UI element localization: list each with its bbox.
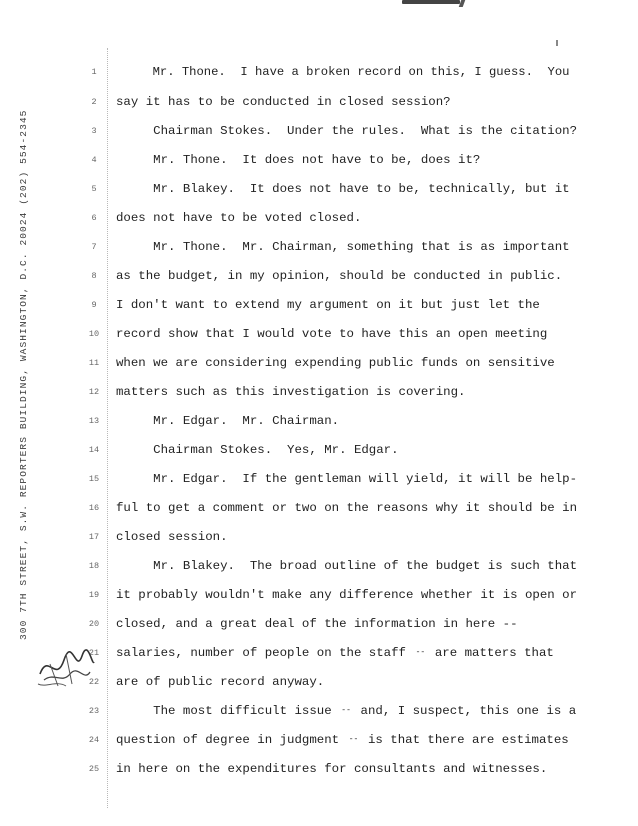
transcript-line: Mr. Thone. Mr. Chairman, something that is as important (116, 240, 570, 254)
handwritten-signature-icon (36, 644, 98, 690)
transcript-line: closed session. (116, 530, 228, 544)
line-text-after: is that there are estimates (360, 733, 569, 747)
line-number: 16 (88, 503, 100, 513)
line-text-after: and, I suspect, this one is a (353, 704, 577, 718)
transcript-line: when we are considering expending public funds on sensitive (116, 356, 555, 370)
reporter-imprint-text: 300 7TH STREET, S.W. REPORTERS BUILDING, WASHINGTON, D.C. 20024 (202) 554-2345 (18, 109, 29, 640)
handwritten-dash-mark: -- (341, 706, 351, 716)
transcript-line: matters such as this investigation is covering. (116, 385, 466, 399)
transcript-line: Mr. Blakey. The broad outline of the budget is such that (116, 559, 578, 573)
margin-rule (107, 48, 108, 808)
line-number: 2 (91, 97, 97, 107)
line-number: 24 (88, 735, 100, 745)
transcript-line: Mr. Thone. I have a broken record on this, I guess. You (116, 65, 570, 79)
transcript-line: as the budget, in my opinion, should be conducted in public. (116, 269, 563, 283)
line-number: 6 (91, 213, 97, 223)
stray-ink-dot (556, 40, 558, 46)
line-text-after: are matters that (427, 646, 554, 660)
transcript-line: record show that I would vote to have this an open meeting (116, 327, 548, 341)
line-number: 4 (91, 155, 97, 165)
line-text-before: question of degree in judgment (116, 733, 347, 747)
transcript-line: Mr. Thone. It does not have to be, does it? (116, 153, 481, 167)
line-number: 14 (88, 445, 100, 455)
transcript-line: does not have to be voted closed. (116, 211, 362, 225)
line-number: 25 (88, 764, 100, 774)
transcript-line: I don't want to extend my argument on it but just let the (116, 298, 540, 312)
line-text-before: The most difficult issue (116, 704, 340, 718)
transcript-line: Chairman Stokes. Under the rules. What is the citation? (116, 124, 578, 138)
line-number: 8 (91, 271, 97, 281)
line-number: 20 (88, 619, 100, 629)
top-ink-mark-tail (459, 0, 466, 7)
line-number: 21 (88, 648, 100, 658)
line-number: 9 (91, 300, 97, 310)
handwritten-dash-mark: -- (348, 735, 359, 745)
reporter-imprint (18, 0, 29, 640)
line-number: 19 (88, 590, 100, 600)
line-number: 22 (88, 677, 100, 687)
transcript-line: Chairman Stokes. Yes, Mr. Edgar. (116, 443, 399, 457)
transcript-line: in here on the expenditures for consultants and witnesses. (116, 762, 548, 776)
transcript-line (116, 732, 616, 748)
transcript-line: Mr. Edgar. If the gentleman will yield, it will be help- (116, 472, 578, 486)
line-number: 7 (91, 242, 97, 252)
line-number: 12 (88, 387, 100, 397)
line-number: 18 (88, 561, 100, 571)
line-number: 1 (91, 67, 97, 77)
transcript-line (116, 703, 616, 719)
line-number: 5 (91, 184, 97, 194)
transcript-line: it probably wouldn't make any difference whether it is open or (116, 588, 578, 602)
transcript-line: Mr. Blakey. It does not have to be, technically, but it (116, 182, 570, 196)
top-ink-mark (402, 0, 460, 4)
line-number: 13 (88, 416, 100, 426)
line-number: 10 (88, 329, 100, 339)
line-text-before: salaries, number of people on the staff (116, 646, 414, 660)
transcript-line (116, 645, 616, 661)
transcript-line: say it has to be conducted in closed session? (116, 95, 451, 109)
line-number: 3 (91, 126, 97, 136)
transcript-line: Mr. Edgar. Mr. Chairman. (116, 414, 340, 428)
handwritten-dash-mark: -- (415, 648, 426, 658)
line-number: 23 (88, 706, 100, 716)
transcript-line: are of public record anyway. (116, 675, 325, 689)
transcript-line: closed, and a great deal of the information in here -- (116, 617, 518, 631)
line-number: 15 (88, 474, 100, 484)
line-number: 11 (88, 358, 100, 368)
transcript-line: ful to get a comment or two on the reasons why it should be in (116, 501, 578, 515)
line-number: 17 (88, 532, 100, 542)
